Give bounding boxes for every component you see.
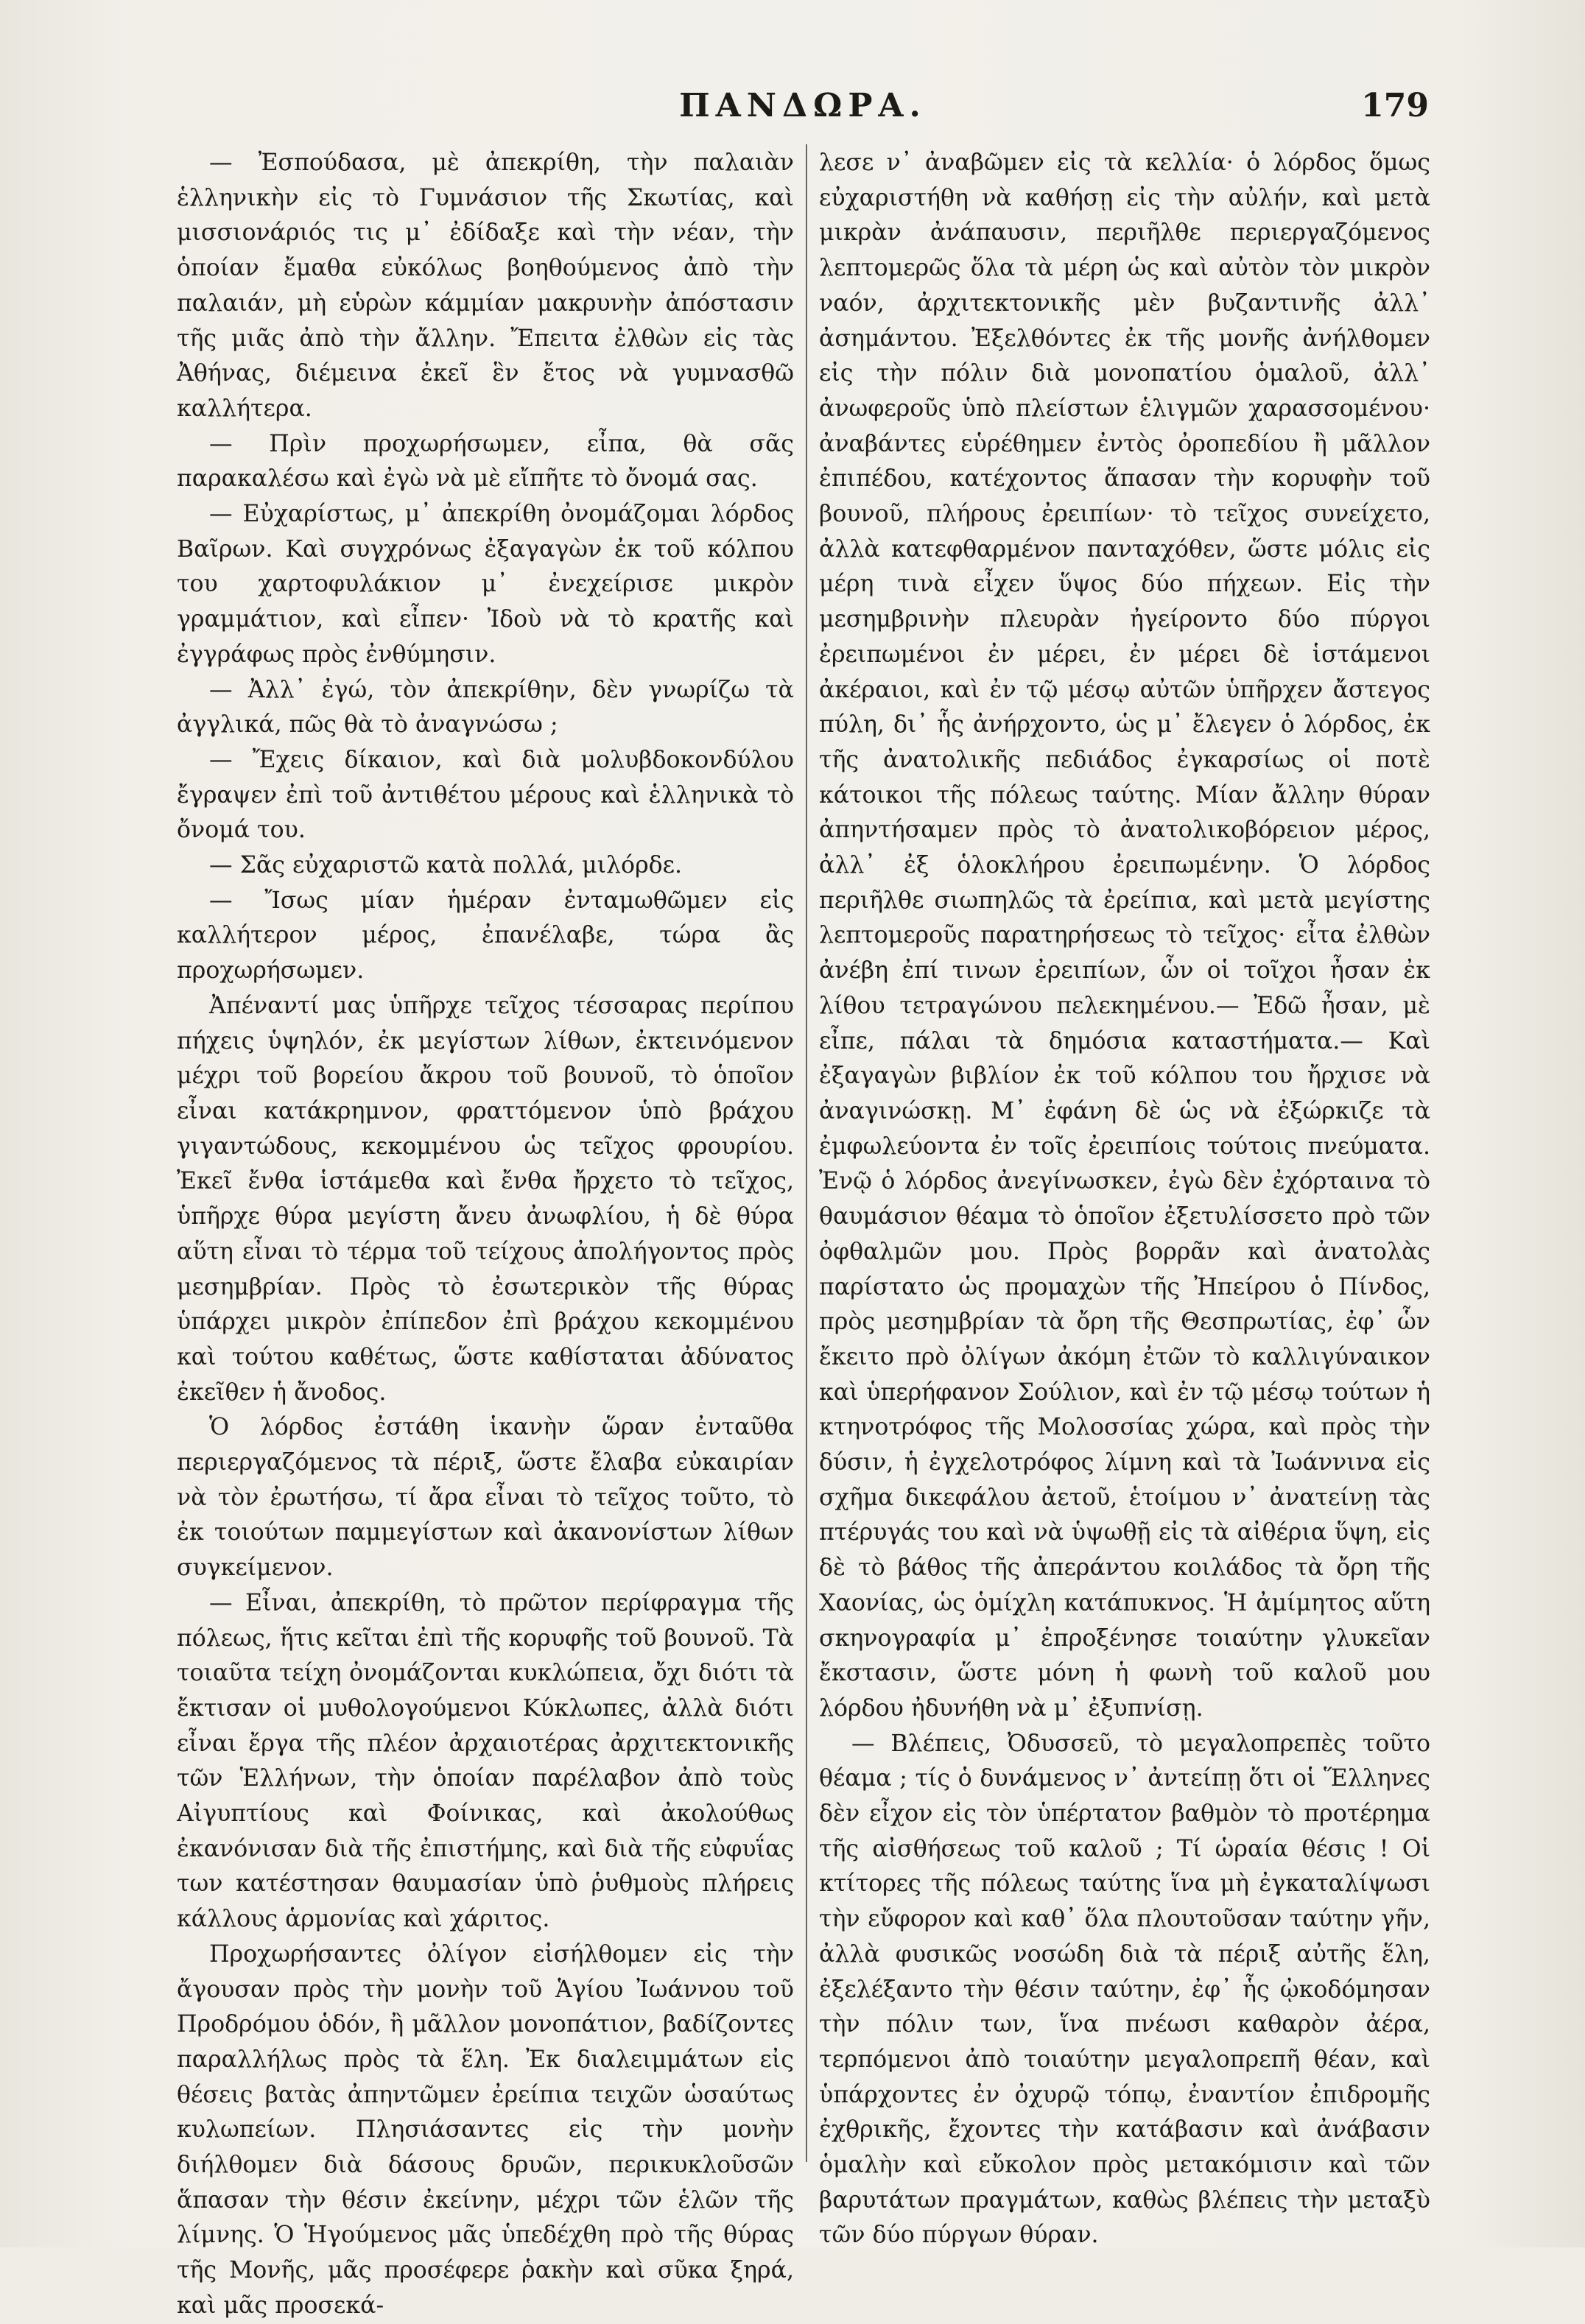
paragraph: Προχωρήσαντες ὀλίγον εἰσήλθομεν εἰς τὴν ἄγουσαν πρὸς τὴν μονὴν τοῦ Ἁγίου Ἰωάννου τοῦ Προδρόμου ὁδόν, ἢ μᾶλλον μονοπάτιον, βαδίζοντες παραλλήλως πρὸς τὰ ἕλη. Ἐκ διαλειμμάτων εἰς θέσεις βατὰς ἀπηντῶμεν ἐρείπια τειχῶν ὡσαύτως κυλωπείων. Πλησιάσαντες εἰς τὴν μονὴν διήλθομεν διὰ δάσους δρυῶν, περικυκλοῦσῶν ἅπασαν τὴν θέσιν ἐκείνην, μέχρι τῶν ἑλῶν τῆς λίμνης. Ὁ Ἡγούμενος μᾶς ὑπεδέχθη πρὸ τῆς θύρας τῆς Μονῆς, μᾶς προσέφερε ῥακὴν καὶ σῦκα ξηρά, καὶ μᾶς προσεκά- [177, 1940, 794, 2319]
column-divider [806, 144, 807, 2162]
left-column [177, 146, 794, 2324]
paragraph: — Ἴσως μίαν ἡμέραν ἐνταμωθῶμεν εἰς καλλήτερον μέρος, ἐπανέλαβε, τώρα ἂς προχωρήσωμεν. [177, 887, 794, 985]
page-number: 179 [1361, 87, 1429, 124]
running-title: ΠΑΝΔΩΡΑ. [679, 87, 927, 124]
paragraph: — Εἶναι, ἀπεκρίθη, τὸ πρῶτον περίφραγμα τῆς πόλεως, ἥτις κεῖται ἐπὶ τῆς κορυφῆς τοῦ βουνοῦ. Τὰ τοιαῦτα τείχη ὀνομάζονται κυκλώπεια, ὄχι διότι τὰ ἔκτισαν οἱ μυθολογούμενοι Κύκλωπες, ἀλλὰ διότι εἶναι ἔργα τῆς πλέον ἀρχαιοτέρας ἀρχιτεκτονικῆς τῶν Ἑλλήνων, τὴν ὁποίαν παρέλαβον ἀπὸ τοὺς Αἰγυπτίους καὶ Φοίνικας, καὶ ἀκολούθως ἐκανόνισαν διὰ τῆς ἐπιστήμης, καὶ διὰ τῆς εὐφυΐας των κατέστησαν θαυμασίαν ὑπὸ ῥυθμοὺς πλήρεις κάλλους ἁρμονίας καὶ χάριτος. [177, 1589, 794, 1933]
right-column [819, 146, 1430, 2253]
paragraph: λεσε ν᾿ ἀναβῶμεν εἰς τὰ κελλία· ὁ λόρδος ὅμως εὐχαριστήθη νὰ καθήσῃ εἰς τὴν αὐλήν, καὶ μετὰ μικρὰν ἀνάπαυσιν, περιῆλθε περιεργαζόμενος λεπτομερῶς ὅλα τὰ μέρη ὡς καὶ αὐτὸν τὸν μικρὸν ναόν, ἀρχιτεκτονικῆς μὲν βυζαντινῆς ἀλλ᾿ ἀσημάντου. Ἐξελθόντες ἐκ τῆς μονῆς ἀνήλθομεν εἰς τὴν πόλιν διὰ μονοπατίου ὁμαλοῦ, ἀλλ᾿ ἀνωφεροῦς ὑπὸ πλείστων ἑλιγμῶν χαρασσομένου· ἀναβάντες εὑρέθημεν ἐντὸς ὀροπεδίου ἢ μᾶλλον ἐπιπέδου, κατέχοντος ἅπασαν τὴν κορυφὴν τοῦ βουνοῦ, πλήρους ἐρειπίων· τὸ τεῖχος συνείχετο, ἀλλὰ κατεφθαρμένον πανταχόθεν, ὥστε μόλις εἰς μέρη τινὰ εἶχεν ὕψος δύο πήχεων. Εἰς τὴν μεσημβρινὴν πλευρὰν ἠγείροντο δύο πύργοι ἐρειπωμένοι ἐν μέρει, ἐν μέρει δὲ ἱστάμενοι ἀκέραιοι, καὶ ἐν τῷ μέσῳ αὐτῶν ὑπῆρχεν ἄστεγος πύλη, δι᾿ ἧς ἀνήρχοντο, ὡς μ᾿ ἔλεγεν ὁ λόρδος, ἐκ τῆς ἀνατολικῆς πεδιάδος ἐγκαρσίως οἱ ποτὲ κάτοικοι τῆς πόλεως ταύτης. Μίαν ἄλλην θύραν ἀπηντήσαμεν πρὸς τὸ ἀνατολικοβόρειον μέρος, ἀλλ᾿ ἐξ ὁλοκλήρου ἐρειπωμένην. Ὁ λόρδος περιῆλθε σιωπηλῶς τὰ ἐρείπια, καὶ μετὰ μεγίστης λεπτομεροῦς παρατηρήσεως τὸ τεῖχος· εἶτα ἐλθὼν ἀνέβη ἐπί τινων ἐρειπίων, ὧν οἱ τοῖχοι ἦσαν ἐκ λίθου τετραγώνου πελεκημένου.— Ἐδῶ ἦσαν, μὲ εἶπε, πάλαι τὰ δημόσια καταστήματα.— Καὶ ἐξαγαγὼν βιβλίον ἐκ τοῦ κόλπου του ἤρχισε νὰ ἀναγινώσκῃ. Μ᾿ ἐφάνη δὲ ὡς νὰ ἐξώρκιζε τὰ ἐμφωλεύοντα ἐν τοῖς ἐρειπίοις τούτοις πνεύματα. Ἐνῷ ὁ λόρδος ἀνεγίνωσκεν, ἐγὼ δὲν ἐχόρταινα τὸ θαυμάσιον θέαμα τὸ ὁποῖον ἐξετυλίσσετο πρὸ τῶν ὀφθαλμῶν μου. Πρὸς βορρᾶν καὶ ἀνατολὰς παρίστατο ὡς προμαχὼν τῆς Ἠπείρου ὁ Πίνδος, πρὸς μεσημβρίαν τὰ ὄρη τῆς Θεσπρωτίας, ἐφ᾿ ὧν ἔκειτο πρὸ ὀλίγων ἀκόμη ἐτῶν τὸ καλλιγύναικον καὶ ὑπερήφανον Σούλιον, καὶ ἐν τῷ μέσῳ τούτων ἡ κτηνοτρόφος τῆς Μολοσσίας χώρα, καὶ πρὸς τὴν δύσιν, ἡ ἐγχελοτρόφος λίμνη καὶ τὰ Ἰωάννινα εἰς σχῆμα δικεφάλου ἀετοῦ, ἑτοίμου ν᾿ ἀνατείνῃ τὰς πτέρυγάς του καὶ νὰ ὑψωθῇ εἰς τὰ αἰθέρια ὕψη, εἰς δὲ τὸ βάθος τῆς ἀπεράντου κοιλάδος τὰ ὄρη τῆς Χαονίας, ὡς ὁμίχλη κατάπυκνος. Ἡ ἀμίμητος αὕτη σκηνογραφία μ᾿ ἐπροξένησε τοιαύτην γλυκεῖαν ἔκστασιν, ὥστε μόνη ἡ φωνὴ τοῦ καλοῦ μου λόρδου ἠδυνήθη νὰ μ᾿ ἐξυπνίσῃ. [819, 149, 1430, 1722]
paragraph: — Ἐσπούδασα, μὲ ἀπεκρίθη, τὴν παλαιὰν ἑλληνικὴν εἰς τὸ Γυμνάσιον τῆς Σκωτίας, καὶ μισσιονάριός τις μ᾿ ἐδίδαξε καὶ τὴν νέαν, τὴν ὁποίαν ἔμαθα εὐκόλως βοηθούμενος ἀπὸ τὴν παλαιάν, μὴ εὑρὼν κάμμίαν μακρυνὴν ἀπόστασιν τῆς μιᾶς ἀπὸ τὴν ἄλλην. Ἔπειτα ἐλθὼν εἰς τὰς Ἀθήνας, διέμεινα ἐκεῖ ἓν ἔτος νὰ γυμνασθῶ καλλήτερα. [177, 149, 794, 422]
paragraph: Ἀπέναντί μας ὑπῆρχε τεῖχος τέσσαρας περίπου πήχεις ὑψηλόν, ἐκ μεγίστων λίθων, ἐκτεινόμενον μέχρι τοῦ βορείου ἄκρου τοῦ βουνοῦ, τὸ ὁποῖον εἶναι κατάκρημνον, φραττόμενον ὑπὸ βράχου γιγαντώδους, κεκομμένου ὡς τεῖχος φρουρίου. Ἐκεῖ ἔνθα ἱστάμεθα καὶ ἔνθα ἤρχετο τὸ τεῖχος, ὑπῆρχε θύρα μεγίστη ἄνευ ἀνωφλίου, ἡ δὲ θύρα αὕτη εἶναι τὸ τέρμα τοῦ τείχους ἀπολήγοντος πρὸς μεσημβρίαν. Πρὸς τὸ ἐσωτερικὸν τῆς θύρας ὑπάρχει μικρὸν ἐπίπεδον ἐπὶ βράχου κεκομμένου καὶ τούτου καθέτως, ὥστε καθίσταται ἀδύνατος ἐκεῖθεν ἡ ἄνοδος. [177, 992, 794, 1406]
page-header [177, 87, 1429, 138]
paragraph: — Εὐχαρίστως, μ᾿ ἀπεκρίθη ὀνομάζομαι λόρδος Βαῖρων. Καὶ συγχρόνως ἐξαγαγὼν ἐκ τοῦ κόλπου του χαρτοφυλάκιον μ᾿ ἐνεχείρισε μικρὸν γραμμάτιον, καὶ εἶπεν· Ἰδοὺ νὰ τὸ κρατῆς καὶ ἐγγράφως πρὸς ἐνθύμησιν. [177, 501, 794, 668]
paragraph: — Ἀλλ᾿ ἐγώ, τὸν ἀπεκρίθην, δὲν γνωρίζω τὰ ἀγγλικά, πῶς θὰ τὸ ἀναγνώσω ; [177, 676, 794, 739]
paragraph: — Ἔχεις δίκαιον, καὶ διὰ μολυβδοκονδύλου ἔγραψεν ἐπὶ τοῦ ἀντιθέτου μέρους καὶ ἑλληνικὰ τὸ ὄνομά του. [177, 746, 794, 844]
paragraph: — Βλέπεις, Ὀδυσσεῦ, τὸ μεγαλοπρεπὲς τοῦτο θέαμα ; τίς ὁ δυνάμενος ν᾿ ἀντείπῃ ὅτι οἱ Ἕλληνες δὲν εἶχον εἰς τὸν ὑπέρτατον βαθμὸν τὸ προτέρημα τῆς αἰσθήσεως τοῦ καλοῦ ; Τί ὡραία θέσις ! Οἱ κτίτορες τῆς πόλεως ταύτης ἵνα μὴ ἐγκαταλίψωσι τὴν εὔφορον καὶ καθ᾿ ὅλα πλουτοῦσαν ταύτην γῆν, ἀλλὰ φυσικῶς νοσώδη διὰ τὰ πέριξ αὐτῆς ἕλη, ἐξελέξαντο τὴν θέσιν ταύτην, ἐφ᾿ ἧς ᾠκοδόμησαν τὴν πόλιν των, ἵνα πνέωσι καθαρὸν ἀέρα, τερπόμενοι ἀπὸ τοιαύτην μεγαλοπρεπῆ θέαν, καὶ ὑπάρχοντες ἐν ὀχυρῷ τόπῳ, ἐναντίον ἐπιδρομῆς ἐχθρικῆς, ἔχοντες τὴν κατάβασιν καὶ ἀνάβασιν ὁμαλὴν καὶ εὔκολον πρὸς μετακόμισιν καὶ τῶν βαρυτάτων πραγμάτων, καθὼς βλέπεις τὴν μεταξὺ τῶν δύο πύργων θύραν. [819, 1730, 1430, 2249]
paragraph: — Σᾶς εὐχαριστῶ κατὰ πολλά, μιλόρδε. [209, 852, 683, 879]
paragraph: — Πρὶν προχωρήσωμεν, εἶπα, θὰ σᾶς παρακαλέσω καὶ ἐγὼ νὰ μὲ εἴπῆτε τὸ ὄνομά σας. [177, 430, 794, 493]
paragraph: Ὁ λόρδος ἐστάθη ἱκανὴν ὥραν ἐνταῦθα περιεργαζόμενος τὰ πέριξ, ὥστε ἔλαβα εὐκαιρίαν νὰ τὸν ἐρωτήσω, τί ἄρα εἶναι τὸ τεῖχος τοῦτο, τὸ ἐκ τοιούτων παμμεγίστων καὶ ἀκανονίστων λίθων συγκείμενον. [177, 1414, 794, 1582]
